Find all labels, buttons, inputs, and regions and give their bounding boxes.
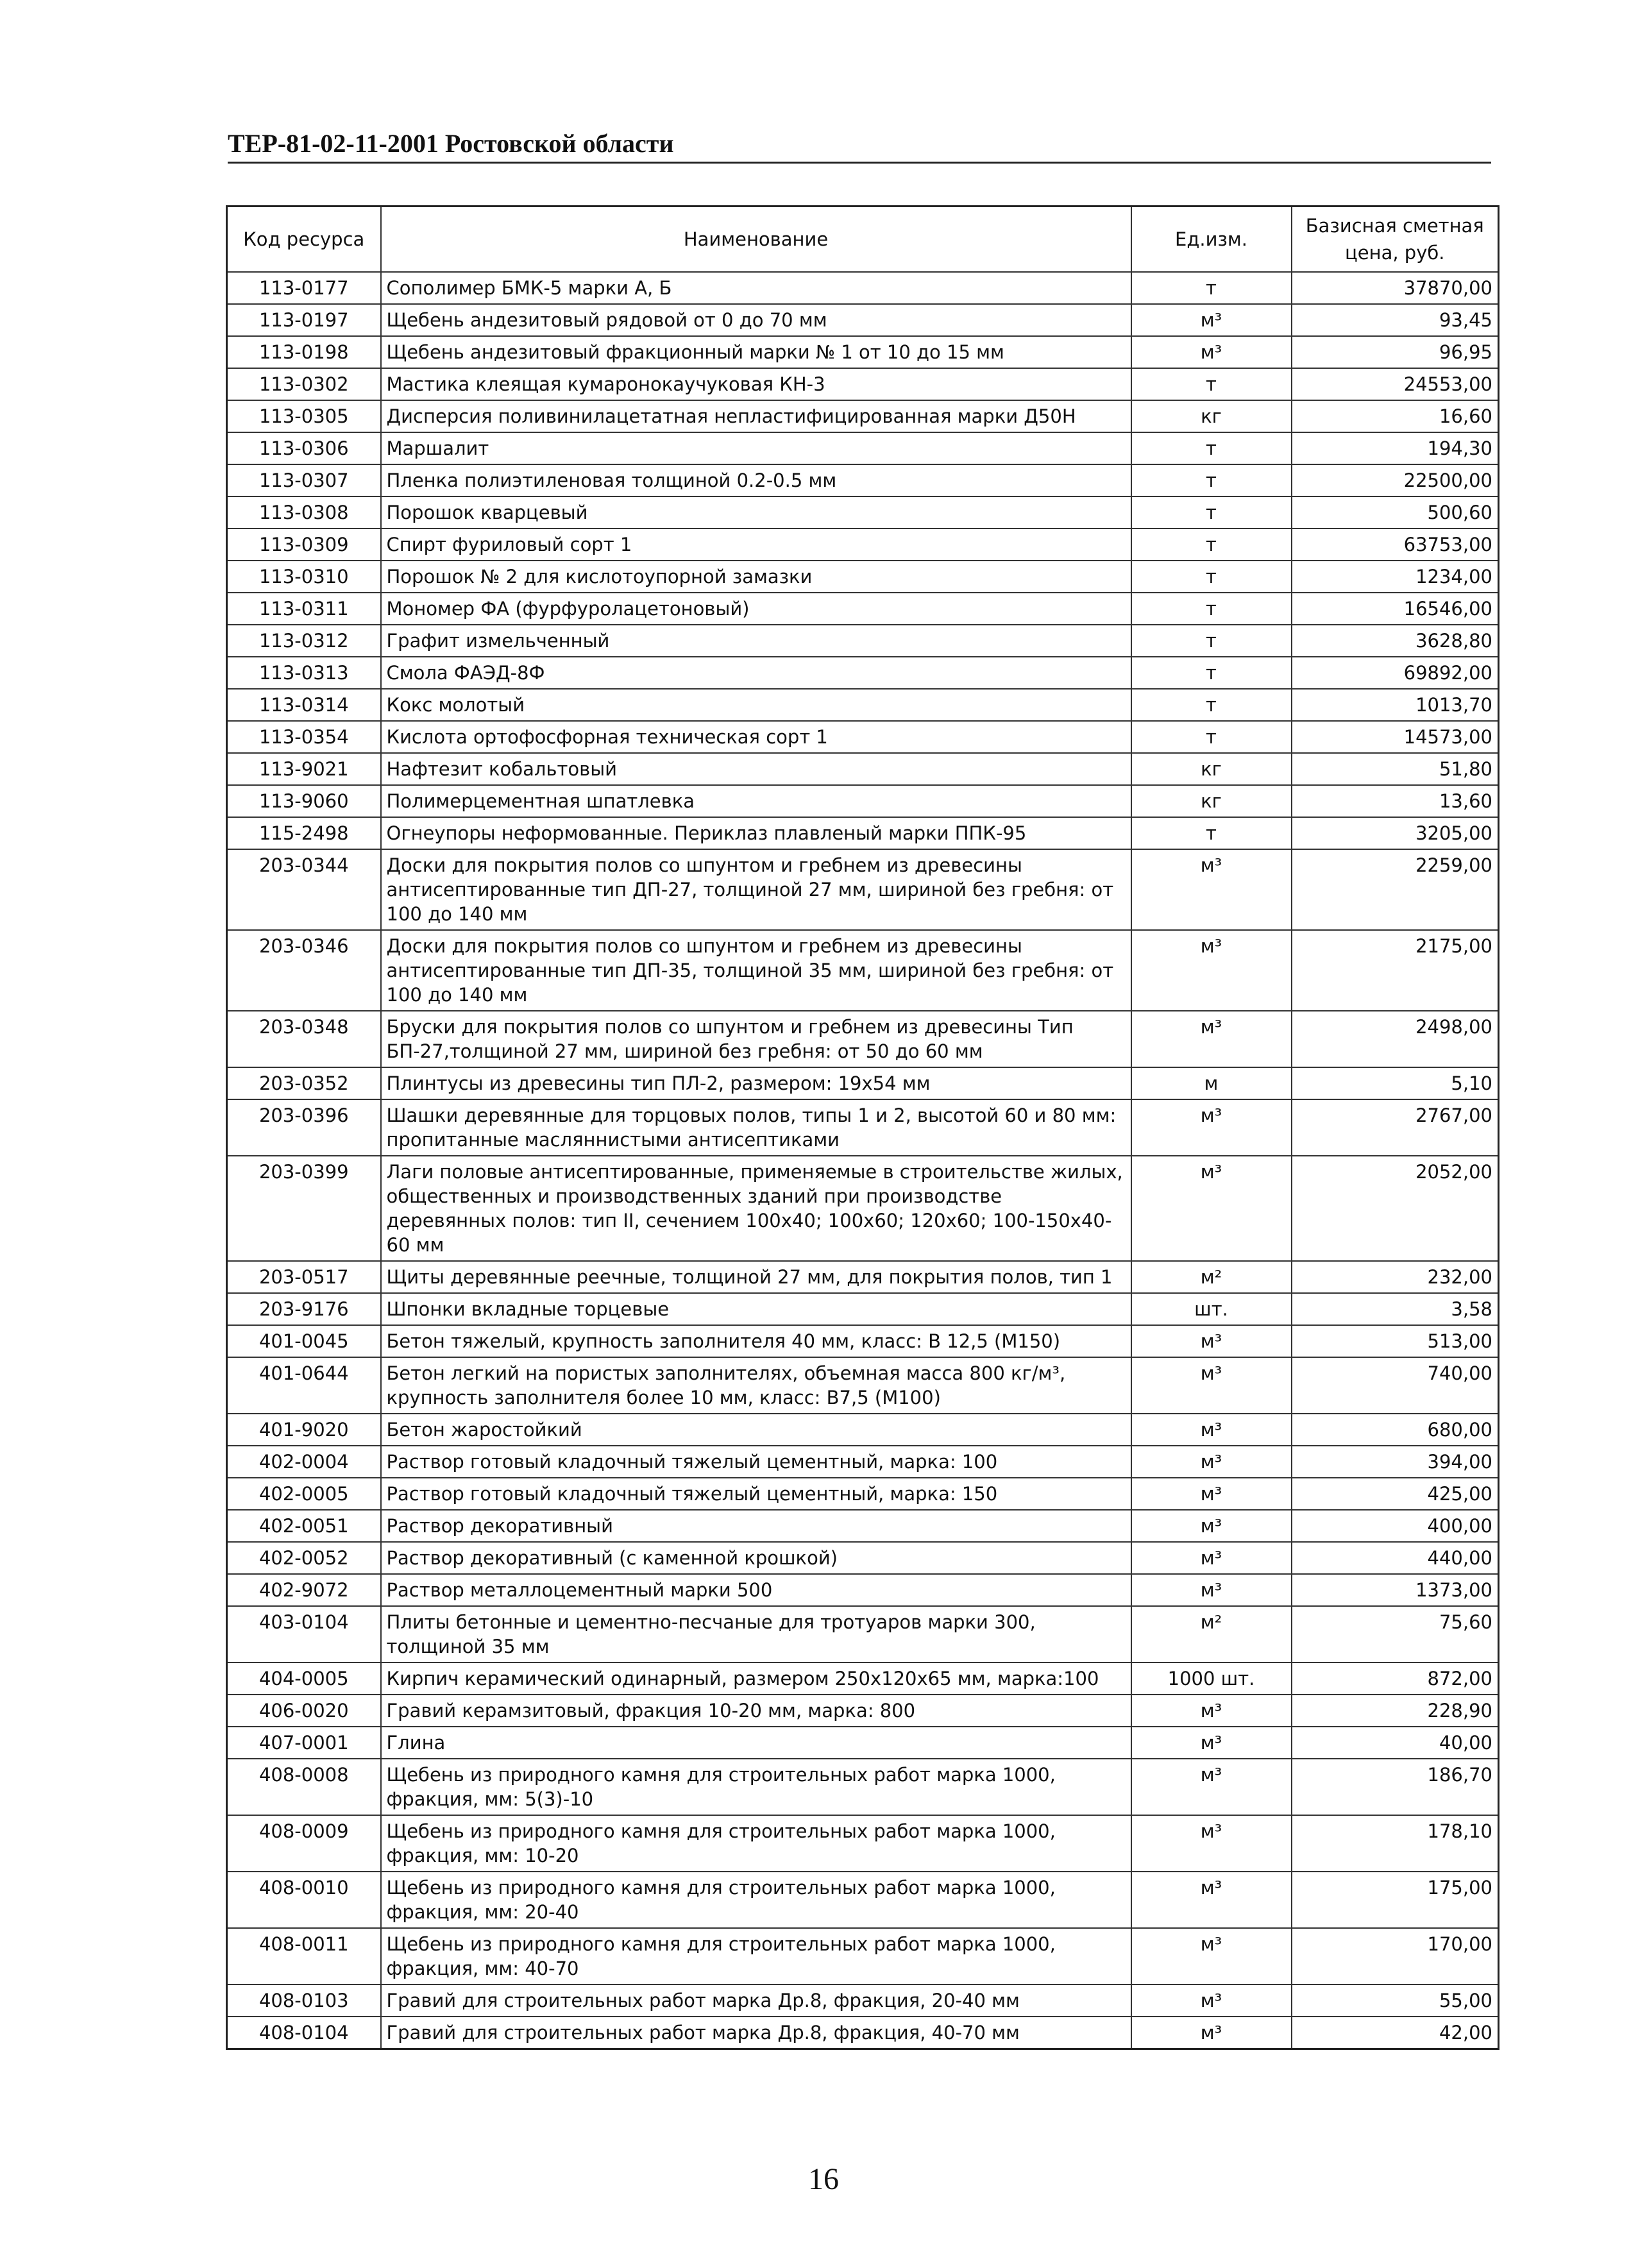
cell-name: Сополимер БМК-5 марки А, Б (381, 272, 1131, 304)
cell-name: Полимерцементная шпатлевка (381, 785, 1131, 817)
cell-unit: м³ (1131, 1928, 1292, 1985)
table-row (227, 272, 1499, 304)
cell-code: 203-0399 (227, 1156, 381, 1261)
table-row (227, 400, 1499, 432)
cell-name: Дисперсия поливинилацетатная непластифицированная марки Д50Н (381, 400, 1131, 432)
table-body (227, 272, 1499, 2049)
cell-unit: м³ (1131, 1325, 1292, 1357)
resource-price-table (226, 205, 1499, 2050)
cell-unit: м³ (1131, 849, 1292, 930)
cell-name: Раствор готовый кладочный тяжелый цементный, марка: 150 (381, 1478, 1131, 1510)
cell-name: Шпонки вкладные торцевые (381, 1293, 1131, 1325)
cell-unit: м³ (1131, 1695, 1292, 1727)
cell-unit: м³ (1131, 1985, 1292, 2017)
cell-price: 93,45 (1292, 304, 1499, 336)
table-row (227, 1542, 1499, 1574)
cell-name: Кислота ортофосфорная техническая сорт 1 (381, 721, 1131, 753)
cell-price: 680,00 (1292, 1414, 1499, 1446)
cell-unit: т (1131, 593, 1292, 625)
cell-name: Спирт фуриловый сорт 1 (381, 529, 1131, 561)
cell-name: Щебень из природного камня для строительных работ марка 1000, фракция, мм: 40-70 (381, 1928, 1131, 1985)
cell-unit: т (1131, 432, 1292, 464)
table-row (227, 1325, 1499, 1357)
cell-name: Нафтезит кобальтовый (381, 753, 1131, 785)
cell-code: 113-9060 (227, 785, 381, 817)
cell-unit: м³ (1131, 1357, 1292, 1414)
document-header: ТЕР-81-02-11-2001 Ростовской области (228, 128, 1491, 164)
cell-price: 440,00 (1292, 1542, 1499, 1574)
table-row (227, 593, 1499, 625)
cell-code: 402-9072 (227, 1574, 381, 1606)
cell-unit: м³ (1131, 1574, 1292, 1606)
cell-name: Лаги половые антисептированные, применяемые в строительстве жилых, общественных и производственных зданий при производстве деревянных полов: тип II, сечением 100х40; 100х60; 120х60; 100-150х40-60 мм (381, 1156, 1131, 1261)
cell-name: Мономер ФА (фурфуролацетоновый) (381, 593, 1131, 625)
cell-unit: м³ (1131, 1099, 1292, 1156)
cell-code: 113-0308 (227, 496, 381, 529)
cell-name: Смола ФАЭД-8Ф (381, 657, 1131, 689)
cell-code: 402-0052 (227, 1542, 381, 1574)
table-row (227, 561, 1499, 593)
cell-code: 203-9176 (227, 1293, 381, 1325)
cell-price: 13,60 (1292, 785, 1499, 817)
column-header-code: Код ресурса (227, 207, 381, 273)
cell-code: 408-0009 (227, 1815, 381, 1872)
cell-name: Маршалит (381, 432, 1131, 464)
cell-unit: м² (1131, 1261, 1292, 1293)
page-number: 16 (808, 2162, 839, 2196)
cell-name: Гравий для строительных работ марка Др.8, фракция, 40-70 мм (381, 2017, 1131, 2049)
cell-unit: м³ (1131, 1414, 1292, 1446)
cell-code: 203-0348 (227, 1011, 381, 1067)
cell-price: 75,60 (1292, 1606, 1499, 1663)
cell-price: 1373,00 (1292, 1574, 1499, 1606)
table-row (227, 1446, 1499, 1478)
cell-price: 3205,00 (1292, 817, 1499, 849)
cell-price: 22500,00 (1292, 464, 1499, 496)
cell-unit: м³ (1131, 1872, 1292, 1928)
cell-price: 40,00 (1292, 1727, 1499, 1759)
cell-name: Бетон тяжелый, крупность заполнителя 40 мм, класс: В 12,5 (М150) (381, 1325, 1131, 1357)
cell-unit: т (1131, 689, 1292, 721)
table-row (227, 785, 1499, 817)
cell-price: 24553,00 (1292, 368, 1499, 400)
cell-unit: т (1131, 464, 1292, 496)
cell-code: 408-0008 (227, 1759, 381, 1815)
cell-unit: т (1131, 368, 1292, 400)
cell-code: 113-0302 (227, 368, 381, 400)
cell-code: 408-0104 (227, 2017, 381, 2049)
cell-code: 113-0307 (227, 464, 381, 496)
cell-unit: т (1131, 496, 1292, 529)
cell-unit: т (1131, 272, 1292, 304)
cell-unit: м (1131, 1067, 1292, 1099)
cell-unit: м³ (1131, 1759, 1292, 1815)
cell-code: 113-0354 (227, 721, 381, 753)
cell-name: Щебень андезитовый рядовой от 0 до 70 мм (381, 304, 1131, 336)
cell-price: 5,10 (1292, 1067, 1499, 1099)
cell-unit: м³ (1131, 1478, 1292, 1510)
cell-price: 51,80 (1292, 753, 1499, 785)
cell-code: 113-0313 (227, 657, 381, 689)
cell-unit: т (1131, 721, 1292, 753)
cell-name: Щебень из природного камня для строительных работ марка 1000, фракция, мм: 5(3)-10 (381, 1759, 1131, 1815)
cell-name: Бруски для покрытия полов со шпунтом и гребнем из древесины Тип БП-27,толщиной 27 мм, шириной без гребня: от 50 до 60 мм (381, 1011, 1131, 1067)
cell-unit: 1000 шт. (1131, 1663, 1292, 1695)
cell-code: 203-0352 (227, 1067, 381, 1099)
cell-name: Раствор металлоцементный марки 500 (381, 1574, 1131, 1606)
cell-price: 740,00 (1292, 1357, 1499, 1414)
cell-unit: м³ (1131, 1011, 1292, 1067)
cell-code: 402-0005 (227, 1478, 381, 1510)
table-row (227, 1606, 1499, 1663)
cell-unit: т (1131, 529, 1292, 561)
table-row (227, 689, 1499, 721)
cell-unit: м³ (1131, 1510, 1292, 1542)
cell-price: 400,00 (1292, 1510, 1499, 1542)
cell-code: 113-0305 (227, 400, 381, 432)
table-row (227, 817, 1499, 849)
cell-price: 3628,80 (1292, 625, 1499, 657)
cell-unit: шт. (1131, 1293, 1292, 1325)
cell-code: 402-0004 (227, 1446, 381, 1478)
cell-name: Плиты бетонные и цементно-песчаные для тротуаров марки 300, толщиной 35 мм (381, 1606, 1131, 1663)
cell-name: Порошок № 2 для кислотоупорной замазки (381, 561, 1131, 593)
table-row (227, 1985, 1499, 2017)
cell-code: 113-0311 (227, 593, 381, 625)
table-row (227, 1478, 1499, 1510)
cell-code: 407-0001 (227, 1727, 381, 1759)
table-row (227, 721, 1499, 753)
cell-name: Щебень андезитовый фракционный марки № 1 от 10 до 15 мм (381, 336, 1131, 368)
cell-price: 1234,00 (1292, 561, 1499, 593)
cell-code: 403-0104 (227, 1606, 381, 1663)
table-row (227, 304, 1499, 336)
cell-code: 113-9021 (227, 753, 381, 785)
cell-price: 178,10 (1292, 1815, 1499, 1872)
column-header-name: Наименование (381, 207, 1131, 273)
cell-price: 63753,00 (1292, 529, 1499, 561)
cell-code: 113-0309 (227, 529, 381, 561)
cell-name: Раствор декоративный (381, 1510, 1131, 1542)
cell-price: 425,00 (1292, 1478, 1499, 1510)
cell-code: 203-0346 (227, 930, 381, 1011)
table-row (227, 529, 1499, 561)
table-row (227, 625, 1499, 657)
cell-price: 69892,00 (1292, 657, 1499, 689)
cell-price: 513,00 (1292, 1325, 1499, 1357)
cell-unit: т (1131, 561, 1292, 593)
cell-unit: кг (1131, 753, 1292, 785)
cell-unit: кг (1131, 785, 1292, 817)
cell-code: 113-0198 (227, 336, 381, 368)
table-row (227, 1067, 1499, 1099)
table-header-row (227, 207, 1499, 273)
table-row (227, 496, 1499, 529)
cell-price: 96,95 (1292, 336, 1499, 368)
cell-name: Щебень из природного камня для строительных работ марка 1000, фракция, мм: 10-20 (381, 1815, 1131, 1872)
cell-price: 16,60 (1292, 400, 1499, 432)
cell-unit: м³ (1131, 1542, 1292, 1574)
table-row (227, 930, 1499, 1011)
table-row (227, 1815, 1499, 1872)
cell-price: 3,58 (1292, 1293, 1499, 1325)
cell-name: Кокс молотый (381, 689, 1131, 721)
cell-price: 186,70 (1292, 1759, 1499, 1815)
cell-name: Доски для покрытия полов со шпунтом и гребнем из древесины антисептированные тип ДП-27, толщиной 27 мм, шириной без гребня: от 100 до 140 мм (381, 849, 1131, 930)
cell-price: 37870,00 (1292, 272, 1499, 304)
cell-code: 113-0177 (227, 272, 381, 304)
cell-unit: м³ (1131, 336, 1292, 368)
cell-code: 113-0197 (227, 304, 381, 336)
table-row (227, 464, 1499, 496)
table-row (227, 1510, 1499, 1542)
cell-unit: м³ (1131, 930, 1292, 1011)
cell-price: 175,00 (1292, 1872, 1499, 1928)
cell-name: Раствор готовый кладочный тяжелый цементный, марка: 100 (381, 1446, 1131, 1478)
table-row (227, 1011, 1499, 1067)
table-row (227, 1663, 1499, 1695)
table-row (227, 1759, 1499, 1815)
cell-unit: м³ (1131, 1815, 1292, 1872)
cell-price: 42,00 (1292, 2017, 1499, 2049)
cell-name: Глина (381, 1727, 1131, 1759)
cell-price: 1013,70 (1292, 689, 1499, 721)
table-row (227, 336, 1499, 368)
cell-price: 170,00 (1292, 1928, 1499, 1985)
cell-price: 55,00 (1292, 1985, 1499, 2017)
cell-price: 394,00 (1292, 1446, 1499, 1478)
cell-code: 113-0314 (227, 689, 381, 721)
table-row (227, 1261, 1499, 1293)
table-row (227, 1293, 1499, 1325)
table-row (227, 1099, 1499, 1156)
table-row (227, 849, 1499, 930)
table-row (227, 753, 1499, 785)
cell-unit: м³ (1131, 1727, 1292, 1759)
cell-code: 404-0005 (227, 1663, 381, 1695)
table-row (227, 1357, 1499, 1414)
cell-price: 2175,00 (1292, 930, 1499, 1011)
cell-name: Гравий керамзитовый, фракция 10-20 мм, марка: 800 (381, 1695, 1131, 1727)
cell-code: 406-0020 (227, 1695, 381, 1727)
cell-price: 228,90 (1292, 1695, 1499, 1727)
cell-name: Щебень из природного камня для строительных работ марка 1000, фракция, мм: 20-40 (381, 1872, 1131, 1928)
cell-name: Раствор декоративный (с каменной крошкой) (381, 1542, 1131, 1574)
cell-name: Порошок кварцевый (381, 496, 1131, 529)
cell-unit: м³ (1131, 2017, 1292, 2049)
cell-name: Огнеупоры неформованные. Периклаз плавленый марки ППК-95 (381, 817, 1131, 849)
cell-code: 408-0010 (227, 1872, 381, 1928)
cell-code: 203-0517 (227, 1261, 381, 1293)
cell-code: 203-0396 (227, 1099, 381, 1156)
cell-code: 113-0306 (227, 432, 381, 464)
cell-price: 2498,00 (1292, 1011, 1499, 1067)
cell-unit: т (1131, 657, 1292, 689)
table-row (227, 1156, 1499, 1261)
cell-name: Гравий для строительных работ марка Др.8, фракция, 20-40 мм (381, 1985, 1131, 2017)
table-row (227, 1727, 1499, 1759)
cell-name: Бетон легкий на пористых заполнителях, объемная масса 800 кг/м³, крупность заполнителя более 10 мм, класс: В7,5 (М100) (381, 1357, 1131, 1414)
cell-unit: м³ (1131, 1156, 1292, 1261)
table-row (227, 1414, 1499, 1446)
cell-price: 2767,00 (1292, 1099, 1499, 1156)
table-row (227, 2017, 1499, 2049)
cell-code: 115-2498 (227, 817, 381, 849)
table-row (227, 432, 1499, 464)
cell-code: 402-0051 (227, 1510, 381, 1542)
table-row (227, 1574, 1499, 1606)
cell-name: Пленка полиэтиленовая толщиной 0.2-0.5 мм (381, 464, 1131, 496)
cell-price: 2052,00 (1292, 1156, 1499, 1261)
cell-name: Плинтусы из древесины тип ПЛ-2, размером: 19х54 мм (381, 1067, 1131, 1099)
cell-unit: м³ (1131, 1446, 1292, 1478)
column-header-unit: Ед.изм. (1131, 207, 1292, 273)
cell-price: 16546,00 (1292, 593, 1499, 625)
cell-name: Бетон жаростойкий (381, 1414, 1131, 1446)
cell-name: Мастика клеящая кумаронокаучуковая КН-3 (381, 368, 1131, 400)
cell-code: 113-0312 (227, 625, 381, 657)
cell-price: 500,60 (1292, 496, 1499, 529)
cell-unit: м² (1131, 1606, 1292, 1663)
cell-price: 2259,00 (1292, 849, 1499, 930)
cell-name: Кирпич керамический одинарный, размером 250х120х65 мм, марка:100 (381, 1663, 1131, 1695)
cell-code: 408-0103 (227, 1985, 381, 2017)
cell-code: 203-0344 (227, 849, 381, 930)
cell-code: 401-0045 (227, 1325, 381, 1357)
table-row (227, 1872, 1499, 1928)
cell-price: 232,00 (1292, 1261, 1499, 1293)
cell-name: Доски для покрытия полов со шпунтом и гребнем из древесины антисептированные тип ДП-35, толщиной 35 мм, шириной без гребня: от 100 до 140 мм (381, 930, 1131, 1011)
table-row (227, 1695, 1499, 1727)
cell-unit: т (1131, 625, 1292, 657)
table-row (227, 1928, 1499, 1985)
cell-price: 872,00 (1292, 1663, 1499, 1695)
cell-name: Шашки деревянные для торцовых полов, типы 1 и 2, высотой 60 и 80 мм: пропитанные масляннистыми антисептиками (381, 1099, 1131, 1156)
cell-code: 113-0310 (227, 561, 381, 593)
cell-unit: т (1131, 817, 1292, 849)
cell-name: Графит измельченный (381, 625, 1131, 657)
cell-code: 401-0644 (227, 1357, 381, 1414)
cell-name: Щиты деревянные реечные, толщиной 27 мм, для покрытия полов, тип 1 (381, 1261, 1131, 1293)
cell-price: 14573,00 (1292, 721, 1499, 753)
cell-unit: м³ (1131, 304, 1292, 336)
cell-code: 401-9020 (227, 1414, 381, 1446)
table-row (227, 368, 1499, 400)
column-header-price: Базисная сметная цена, руб. (1292, 207, 1499, 273)
cell-unit: кг (1131, 400, 1292, 432)
cell-code: 408-0011 (227, 1928, 381, 1985)
table-row (227, 657, 1499, 689)
cell-price: 194,30 (1292, 432, 1499, 464)
